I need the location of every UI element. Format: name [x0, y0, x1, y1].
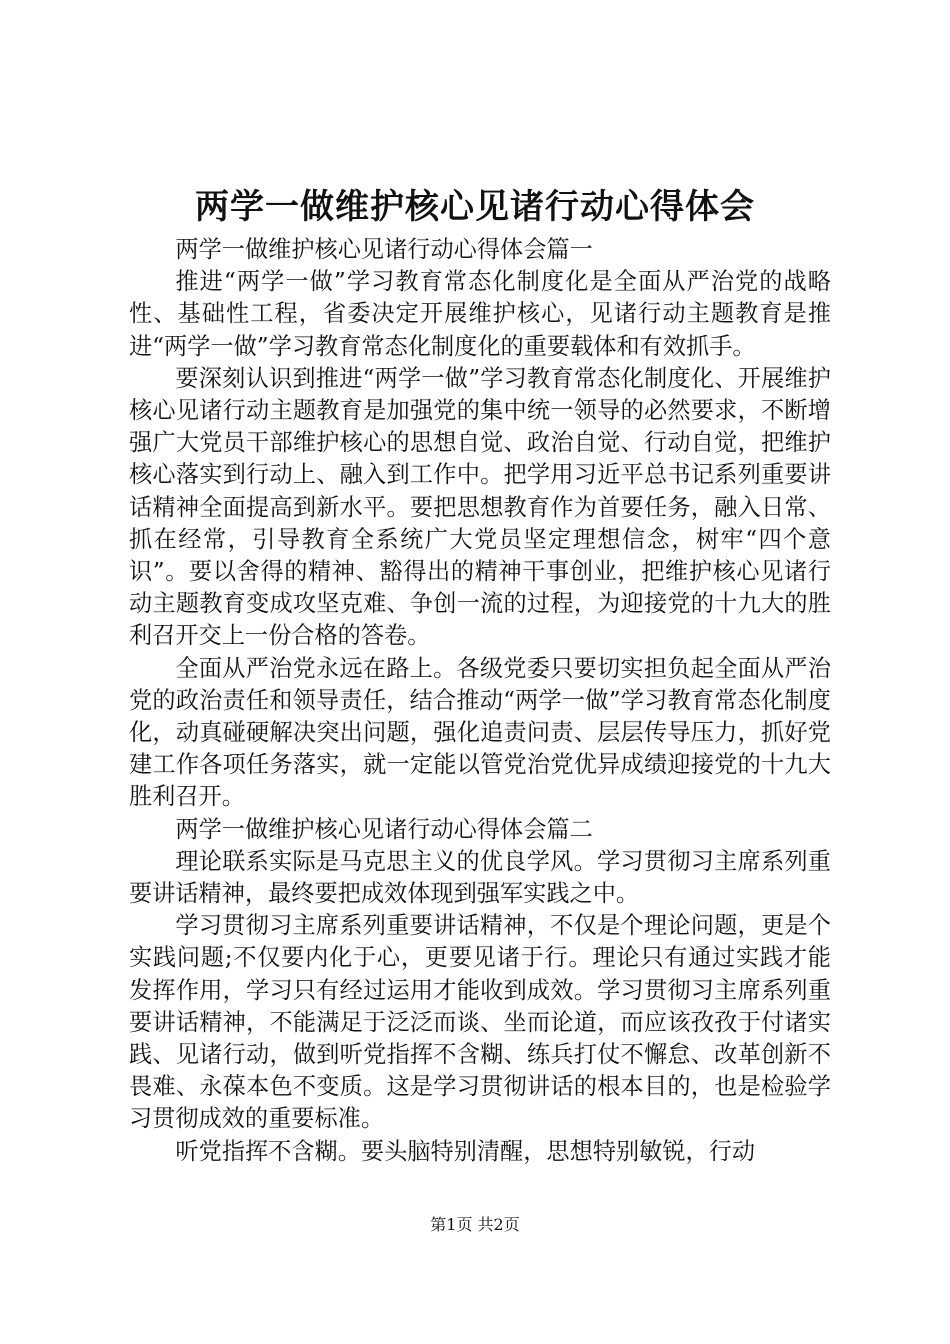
paragraph: 要深刻认识到推进“两学一做”学习教育常态化制度化、开展维护核心见诸行动主题教育是加强党的集中统一领导的必然要求，不断增强广大党员干部维护核心的思想自觉、政治自觉、行动自觉，把维护核心落实到行动上、融入到工作中。把学用习近平总书记系列重要讲话精神全面提高到新水平。要把思想教育作为首要任务，融入日常、抓在经常，引导教育全系统广大党员坚定理想信念，树牢“四个意识”。要以舍得的精神、豁得出的精神干事创业，把维护核心见诸行动主题教育变成攻坚克难、争创一流的过程，为迎接党的十九大的胜利召开交上一份合格的答卷。 — [129, 364, 831, 650]
section-heading-1: 两学一做维护核心见诸行动心得体会篇一 — [175, 236, 593, 263]
paragraph: 听党指挥不含糊。要头脑特别清醒，思想特别敏锐，行动 — [175, 1137, 756, 1165]
paragraph: 推进“两学一做”学习教育常态化制度化是全面从严治党的战略性、基础性工程，省委决定开展维护核心，见诸行动主题教育是推进“两学一做”学习教育常态化制度化的重要载体和有效抓手。 — [129, 268, 831, 360]
paragraph: 学习贯彻习主席系列重要讲话精神，不仅是个理论问题，更是个实践问题;不仅要内化于心，更要见诸于行。理论只有通过实践才能发挥作用，学习只有经过运用才能收到成效。学习贯彻习主席系列重要讲话精神，不能满足于泛泛而谈、坐而论道，而应该孜孜于付诸实践、见诸行动，做到听党指挥不含糊、练兵打仗不懈怠、改革创新不畏难、永葆本色不变质。这是学习贯彻讲话的根本目的，也是检验学习贯彻成效的重要标准。 — [129, 912, 831, 1133]
section-heading-2: 两学一做维护核心见诸行动心得体会篇二 — [175, 815, 593, 843]
page-number-footer: 第1页 共2页 — [430, 1215, 520, 1234]
paragraph: 理论联系实际是马克思主义的优良学风。学习贯彻习主席系列重要讲话精神，最终要把成效体现到强军实践之中。 — [129, 847, 831, 908]
paragraph: 全面从严治党永远在路上。各级党委只要切实担负起全面从严治党的政治责任和领导责任，结合推动“两学一做”学习教育常态化制度化，动真碰硬解决突出问题，强化追责问责、层层传导压力，抓好党建工作各项任务落实，就一定能以管党治党优异成绩迎接党的十九大胜利召开。 — [129, 654, 831, 811]
document-body — [129, 234, 831, 1168]
document-title: 两学一做维护核心见诸行动心得体会 — [195, 187, 755, 227]
